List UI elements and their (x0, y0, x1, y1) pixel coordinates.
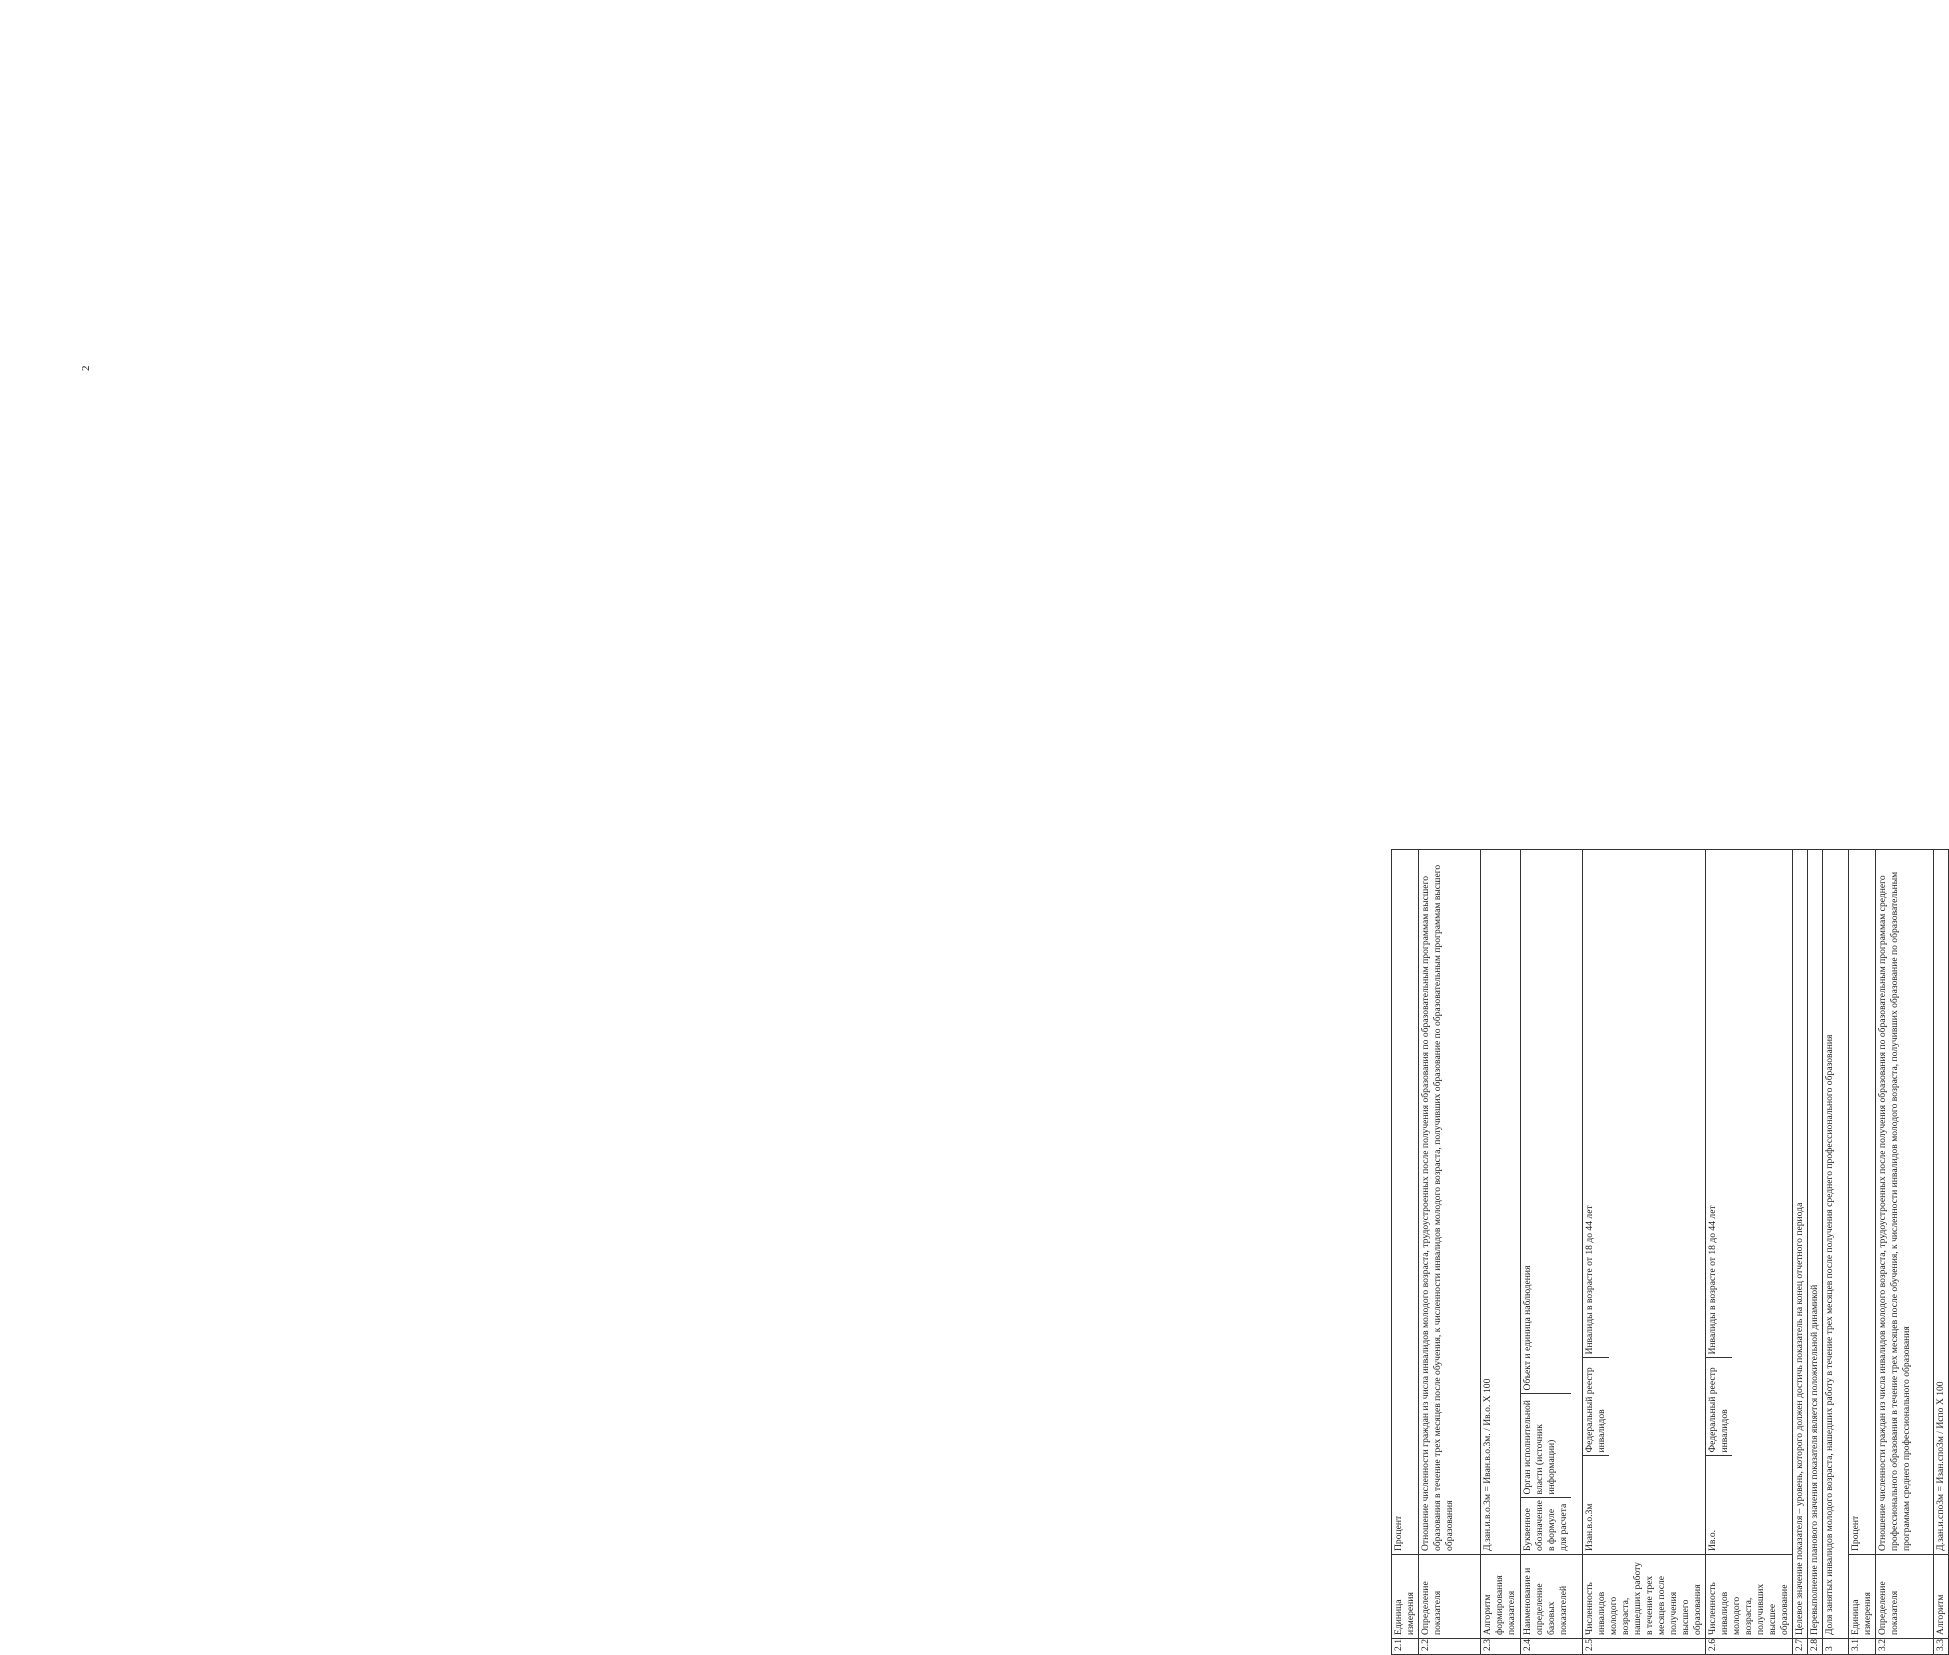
row-value: Д.зан.и.спо3м = Изан.спо3м / Испо Х 100 (1934, 850, 1949, 1555)
row-label: Численность инвалидов молодого возраста, получивших высшее образование (1706, 1555, 1793, 1639)
row-number: 2.7 (1793, 1639, 1808, 1655)
table-row (1934, 850, 1949, 1655)
section-heading: Доля занятых инвалидов молодого возраста, нашедших работу в течение трех месяцев после получения среднего профессионального образования (1823, 850, 1849, 1639)
row-label: Единица измерения (1392, 1555, 1419, 1639)
row-value: Д.зан.и.в.о.3м = Иван.в.о.3м. / Ив.о. Х 100 (1481, 850, 1521, 1555)
row-label: Алгоритм формирования показателя (1481, 1555, 1521, 1639)
table-row (1823, 850, 1849, 1655)
row-value: Процент (1849, 850, 1876, 1555)
row-number: 2.8 (1808, 1639, 1823, 1655)
base-indicator-source: Федеральный реестр инвалидов (1583, 1358, 1609, 1456)
base-indicator-object: Инвалиды в возрасте от 18 до 44 лет (1583, 850, 1609, 1358)
row-label: Алгоритм (1934, 1555, 1949, 1639)
table-row (1793, 850, 1808, 1655)
row-number: 2.3 (1481, 1639, 1521, 1655)
table-row (1706, 850, 1793, 1655)
row-label: Наименование и определение базовых показателей (1521, 1555, 1583, 1639)
row-value: Отношение численности граждан из числа инвалидов молодого возраста, трудоустроенных после получения образования по образовательным программам высшего образования в течение трех месяцев после обучения, к численности инвалидов молодого возраста, получивших образование по образовательным программам высшего образования (1419, 850, 1481, 1555)
row-number: 3.3 (1934, 1639, 1949, 1655)
row-number: 3.1 (1849, 1639, 1876, 1655)
base-indicator-letter: Ив.о. (1706, 1456, 1732, 1554)
table-row (1808, 850, 1823, 1655)
row-label: Определение показателя (1876, 1555, 1934, 1639)
base-indicator-object: Инвалиды в возрасте от 18 до 44 лет (1706, 850, 1732, 1358)
page-number: 2 (80, 365, 92, 371)
column-header-object: Объект и единица наблюдения (1521, 850, 1571, 1394)
row-number: 3 (1823, 1639, 1849, 1655)
table-row (1583, 850, 1706, 1655)
row-number: 2.5 (1583, 1639, 1706, 1655)
table-row (1876, 850, 1934, 1655)
row-value: Перевыполнение планового значения показателя является положительной динамикой (1808, 850, 1823, 1639)
table-row (1849, 850, 1876, 1655)
row-number: 2.4 (1521, 1639, 1583, 1655)
base-indicator-source: Федеральный реестр инвалидов (1706, 1358, 1732, 1456)
table-row (1481, 850, 1521, 1655)
row-label: Единица измерения (1849, 1555, 1876, 1639)
row-number: 2.1 (1392, 1639, 1419, 1655)
indicator-passport-table (1391, 849, 1946, 1655)
row-value: Процент (1392, 850, 1419, 1555)
row-number: 2.2 (1419, 1639, 1481, 1655)
row-value: Отношение численности граждан из числа инвалидов молодого возраста, трудоустроенных после получения образования по образовательным программам среднего профессионального образования в течение трех месяцев после обучения, к численности инвалидов молодого возраста, получивших образование по образовательным программам среднего профессионального образования (1876, 850, 1934, 1555)
row-number: 2.6 (1706, 1639, 1793, 1655)
row-label: Определение показателя (1419, 1555, 1481, 1639)
table-row (1521, 850, 1583, 1655)
row-label: Численность инвалидов молодого возраста, нашедших работу в течение трех месяцев после получения высшего образования (1583, 1555, 1706, 1639)
base-indicator-letter: Изан.в.о.3м (1583, 1456, 1609, 1554)
column-header-letter: Буквенное обозначение в формуле для расчета (1521, 1498, 1571, 1554)
row-value: Целевое значение показателя – уровень, которого должен достичь показатель на конец отчетного периода (1793, 850, 1808, 1639)
row-number: 3.2 (1876, 1639, 1934, 1655)
column-header-source: Орган исполнительной власти (источник информации) (1521, 1394, 1571, 1498)
table-row (1419, 850, 1481, 1655)
table-row (1392, 850, 1419, 1655)
